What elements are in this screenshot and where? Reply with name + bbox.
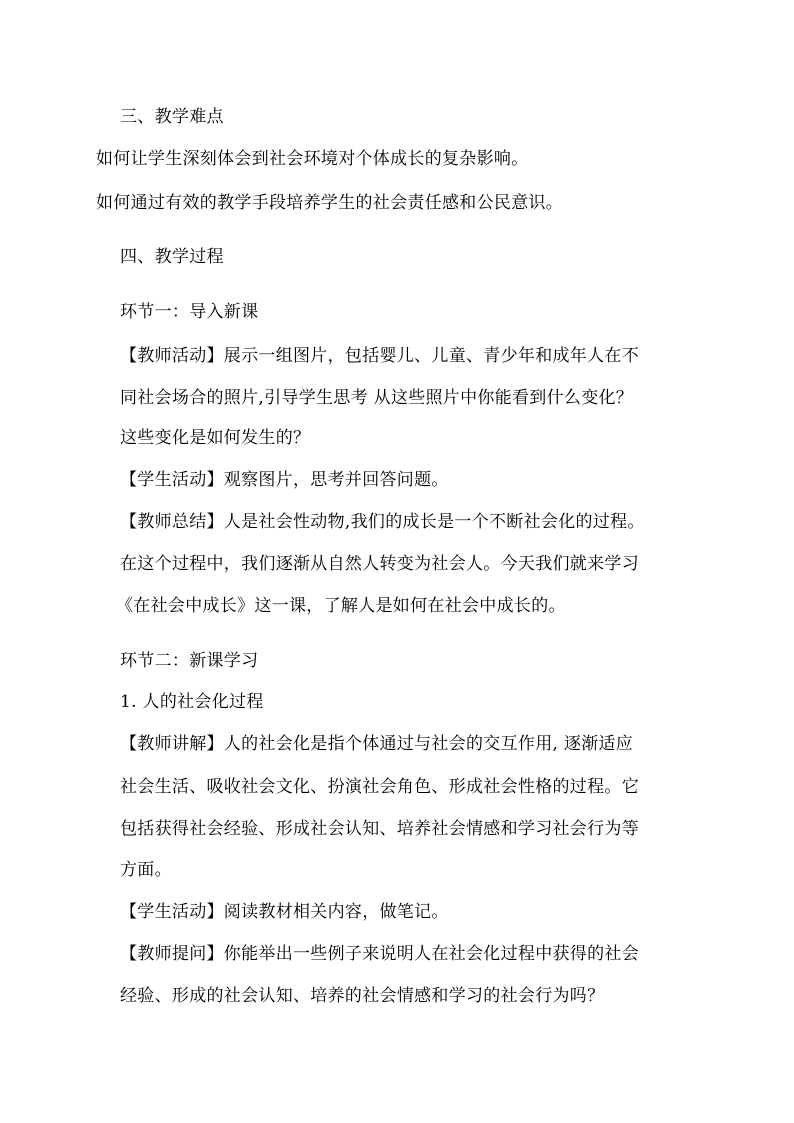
paragraph-line: 经验、形成的社会认知、培养的社会情感和学习的社会行为吗？ bbox=[120, 986, 605, 1006]
difficulty-item-1: 如何让学生深刻体会到社会环境对个体成长的复杂影响。 bbox=[96, 149, 529, 169]
section-intro-title: 环节一：导入新课 bbox=[120, 302, 259, 322]
paragraph-line: 【教师讲解】人的社会化是指个体通过与社会的交互作用, 逐渐适应 bbox=[120, 734, 634, 754]
section-new-lesson-title: 环节二：新课学习 bbox=[120, 651, 259, 671]
paragraph-line: 包括获得社会经验、形成社会认知、培养社会情感和学习社会行为等 bbox=[120, 819, 639, 839]
paragraph-line: 【学生活动】观察图片，思考并回答问题。 bbox=[120, 470, 449, 490]
paragraph-line: 方面。 bbox=[120, 860, 172, 880]
paragraph-line: 【教师提问】你能举出一些例子来说明人在社会化过程中获得的社会 bbox=[120, 944, 639, 964]
paragraph-line: 在这个过程中，我们逐渐从自然人转变为社会人。今天我们就来学习 bbox=[120, 554, 639, 574]
difficulty-item-2: 如何通过有效的教学手段培养学生的社会责任感和公民意识。 bbox=[96, 193, 564, 213]
paragraph-line: 社会生活、吸收社会文化、扮演社会角色、形成社会性格的过程。它 bbox=[120, 777, 639, 797]
heading-teaching-process: 四、教学过程 bbox=[120, 247, 224, 267]
subsection-title: 1. 人的社会化过程 bbox=[120, 692, 264, 712]
paragraph-line: 《在社会中成长》这一课，了解人是如何在社会中成长的。 bbox=[116, 596, 566, 616]
paragraph-line: 【教师总结】人是社会性动物,我们的成长是一个不断社会化的过程。 bbox=[120, 512, 645, 532]
paragraph-line: 【教师活动】展示一组图片，包括婴儿、儿童、青少年和成年人在不 bbox=[120, 346, 639, 366]
heading-teaching-difficulties: 三、教学难点 bbox=[120, 107, 224, 127]
paragraph-line: 同社会场合的照片,引导学生思考 从这些照片中你能看到什么变化？ bbox=[120, 388, 634, 408]
paragraph-line: 【学生活动】阅读教材相关内容，做笔记。 bbox=[120, 902, 449, 922]
paragraph-line: 这些变化是如何发生的？ bbox=[120, 428, 311, 448]
